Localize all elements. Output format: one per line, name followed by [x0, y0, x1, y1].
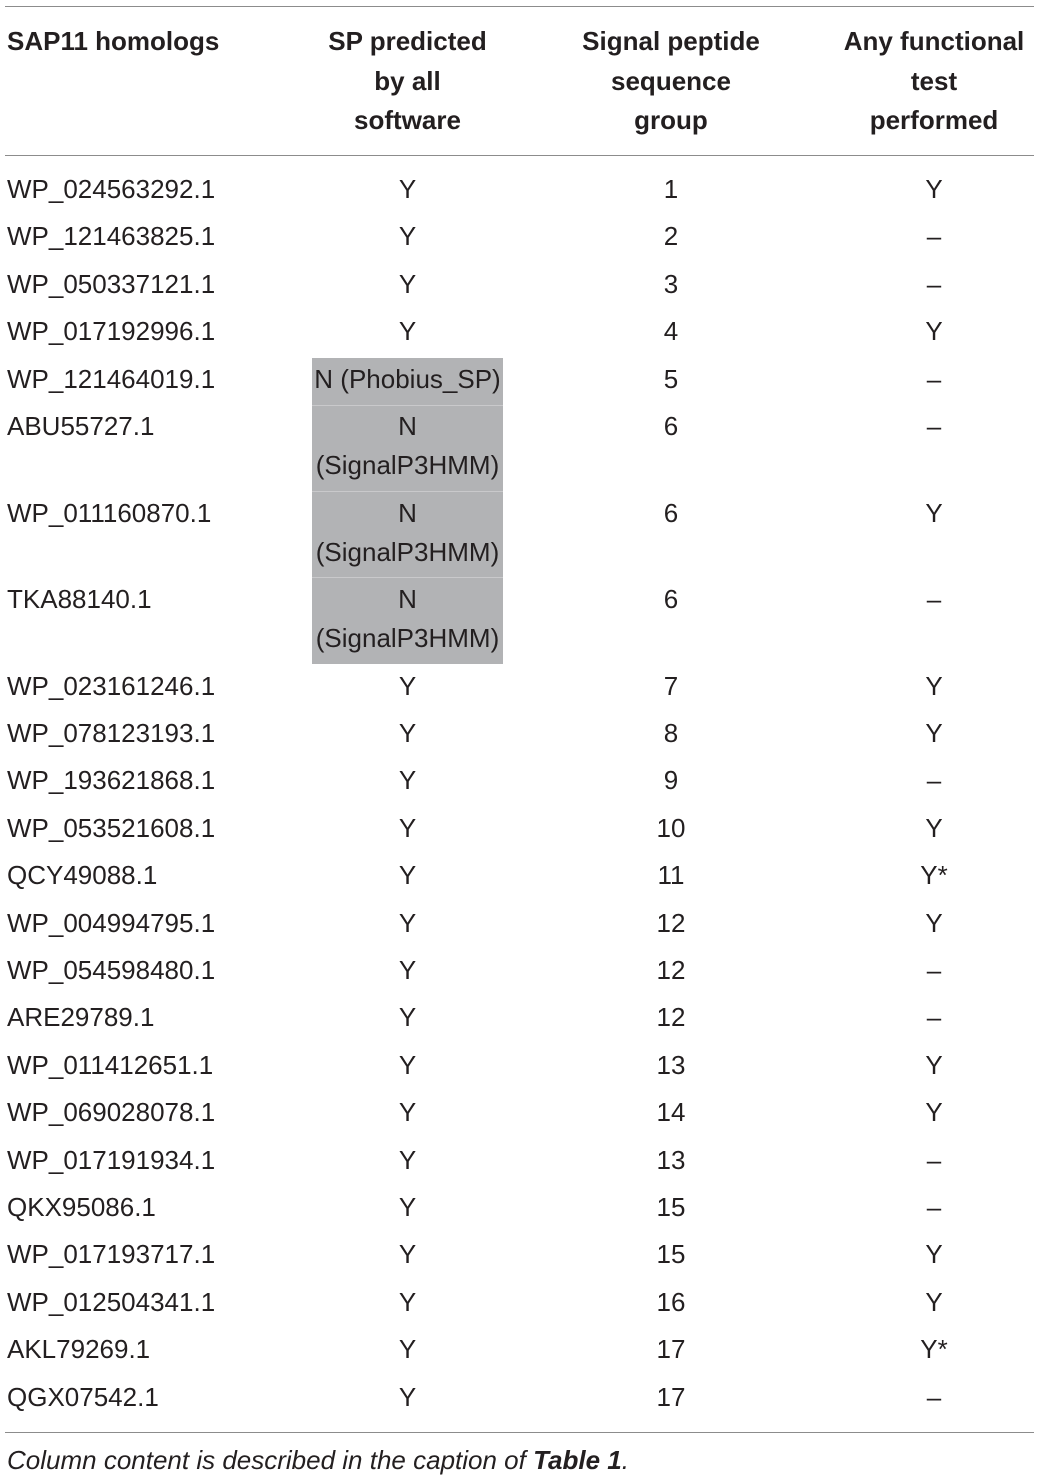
- sp-prediction: Y: [398, 268, 417, 299]
- functional-test: –: [926, 584, 942, 614]
- sp-prediction: Y: [398, 1049, 417, 1080]
- sp-prediction: Y: [398, 717, 417, 748]
- functional-test: –: [926, 221, 942, 252]
- sp-prediction: Y: [398, 1334, 417, 1365]
- signal-peptide-group: 17: [656, 1334, 686, 1365]
- homolog-id: WP_024563292.1: [7, 174, 216, 204]
- signal-peptide-group: 7: [663, 670, 679, 701]
- homolog-id: AKL79269.1: [7, 1334, 151, 1365]
- sp-prediction: Y: [398, 1144, 417, 1175]
- homolog-id: QCY49088.1: [7, 860, 158, 891]
- sp-prediction: Y: [398, 174, 417, 204]
- functional-test: –: [926, 1191, 942, 1222]
- signal-peptide-group: 17: [656, 1381, 686, 1412]
- functional-test: –: [926, 1381, 942, 1412]
- homolog-id: WP_078123193.1: [7, 717, 216, 748]
- signal-peptide-group: 6: [663, 497, 679, 528]
- functional-test: Y: [925, 717, 943, 748]
- footnote-end: .: [621, 1445, 629, 1475]
- table-bottom-rule: [5, 1432, 1034, 1433]
- homolog-id: WP_012504341.1: [7, 1286, 216, 1317]
- functional-test: Y: [925, 316, 943, 347]
- signal-peptide-group: 1: [663, 174, 679, 204]
- sp-prediction: Y: [398, 812, 417, 843]
- header-bottom-rule: [5, 155, 1034, 156]
- homolog-id: WP_193621868.1: [7, 765, 216, 796]
- highlight-separator: [312, 577, 503, 578]
- header-col-functional-test: [828, 22, 1040, 141]
- signal-peptide-group: 15: [656, 1239, 686, 1270]
- signal-peptide-group: 14: [656, 1097, 686, 1128]
- functional-test: Y: [925, 1097, 943, 1128]
- functional-test: Y: [925, 1049, 943, 1080]
- sp-prediction: Y: [398, 670, 417, 701]
- functional-test: –: [926, 268, 942, 299]
- sp-prediction: Y: [398, 954, 417, 985]
- signal-peptide-group: 12: [656, 907, 686, 938]
- homolog-id: WP_017191934.1: [7, 1144, 216, 1175]
- signal-peptide-group: 8: [663, 717, 679, 748]
- functional-test: –: [926, 1144, 942, 1175]
- footnote-text: Column content is described in the caption of: [7, 1445, 534, 1475]
- functional-test: Y: [925, 1286, 943, 1317]
- signal-peptide-group: 16: [656, 1286, 686, 1317]
- functional-test: Y: [925, 670, 943, 701]
- table-footnote: [7, 1441, 629, 1480]
- header-line: sequence: [611, 65, 731, 96]
- header-line: Any functional: [843, 26, 1025, 56]
- homolog-id: ARE29789.1: [7, 1002, 155, 1033]
- sp-prediction: N (Phobius_SP): [314, 363, 501, 394]
- homolog-id: WP_017192996.1: [7, 316, 216, 347]
- header-col-sp-predicted: [312, 22, 503, 141]
- sp-prediction: Y: [398, 316, 417, 347]
- sp-prediction: N: [398, 584, 417, 614]
- functional-test: –: [926, 954, 942, 985]
- highlight-separator: [312, 491, 503, 492]
- homolog-id: QKX95086.1: [7, 1191, 156, 1222]
- homolog-id: WP_023161246.1: [7, 670, 216, 701]
- functional-test: Y: [925, 174, 943, 204]
- header-line: Signal peptide: [582, 26, 760, 56]
- sp-prediction: N: [398, 411, 417, 441]
- signal-peptide-group: 5: [663, 363, 679, 394]
- sp-prediction: Y: [398, 765, 417, 796]
- signal-peptide-group: 13: [656, 1049, 686, 1080]
- sp-prediction-method: (SignalP3HMM): [315, 623, 500, 653]
- sp-prediction: Y: [398, 907, 417, 938]
- homolog-id: TKA88140.1: [7, 584, 152, 614]
- sp-prediction-method: (SignalP3HMM): [315, 450, 500, 480]
- header-line: test: [910, 65, 958, 96]
- functional-test: Y: [925, 497, 943, 528]
- functional-test: Y: [925, 812, 943, 843]
- sp-prediction: Y: [398, 1381, 417, 1412]
- signal-peptide-group: 10: [656, 812, 686, 843]
- functional-test: –: [926, 765, 942, 796]
- homolog-id: WP_069028078.1: [7, 1097, 216, 1128]
- homolog-id: QGX07542.1: [7, 1381, 159, 1412]
- header-line: by all: [374, 65, 441, 96]
- functional-test: Y*: [920, 860, 948, 891]
- homolog-id: ABU55727.1: [7, 411, 155, 441]
- signal-peptide-group: 6: [663, 411, 679, 441]
- header-col-homologs: SAP11 homologs: [7, 26, 220, 56]
- functional-test: –: [926, 363, 942, 394]
- sp-prediction: Y: [398, 1191, 417, 1222]
- sp-prediction-method: (SignalP3HMM): [315, 536, 500, 567]
- homolog-id: WP_004994795.1: [7, 907, 216, 938]
- signal-peptide-group: 9: [663, 765, 679, 796]
- homolog-id: WP_054598480.1: [7, 954, 216, 985]
- homolog-id: WP_121464019.1: [7, 363, 216, 394]
- sp-prediction: Y: [398, 1002, 417, 1033]
- functional-test: –: [926, 1002, 942, 1033]
- signal-peptide-group: 3: [663, 268, 679, 299]
- signal-peptide-group: 12: [656, 1002, 686, 1033]
- sp-prediction: N: [398, 497, 417, 528]
- header-line: group: [634, 105, 708, 135]
- functional-test: –: [926, 411, 942, 441]
- sp-prediction: Y: [398, 860, 417, 891]
- signal-peptide-group: 6: [663, 584, 679, 614]
- footnote-table-ref: Table 1: [533, 1445, 622, 1475]
- header-line: software: [354, 105, 461, 135]
- sp-prediction: Y: [398, 1286, 417, 1317]
- homolog-id: WP_011160870.1: [7, 497, 212, 528]
- header-line: performed: [869, 105, 999, 135]
- signal-peptide-group: 12: [656, 954, 686, 985]
- sp-prediction: Y: [398, 221, 417, 252]
- homolog-id: WP_121463825.1: [7, 221, 216, 252]
- header-col-signal-group: [562, 22, 780, 141]
- functional-test: Y: [925, 907, 943, 938]
- signal-peptide-group: 4: [663, 316, 679, 347]
- signal-peptide-group: 11: [657, 860, 685, 891]
- signal-peptide-group: 15: [656, 1191, 686, 1222]
- homolog-id: WP_017193717.1: [7, 1239, 216, 1270]
- signal-peptide-group: 13: [656, 1144, 686, 1175]
- sp-prediction: Y: [398, 1239, 417, 1270]
- functional-test: Y: [925, 1239, 943, 1270]
- highlight-separator: [312, 405, 503, 406]
- sp-prediction: Y: [398, 1097, 417, 1128]
- homolog-id: WP_011412651.1: [7, 1049, 214, 1080]
- header-line: SP predicted: [328, 26, 487, 56]
- functional-test: Y*: [920, 1334, 948, 1365]
- signal-peptide-group: 2: [663, 221, 679, 252]
- table-top-rule: [5, 6, 1034, 7]
- homolog-id: WP_050337121.1: [7, 268, 216, 299]
- homolog-id: WP_053521608.1: [7, 812, 216, 843]
